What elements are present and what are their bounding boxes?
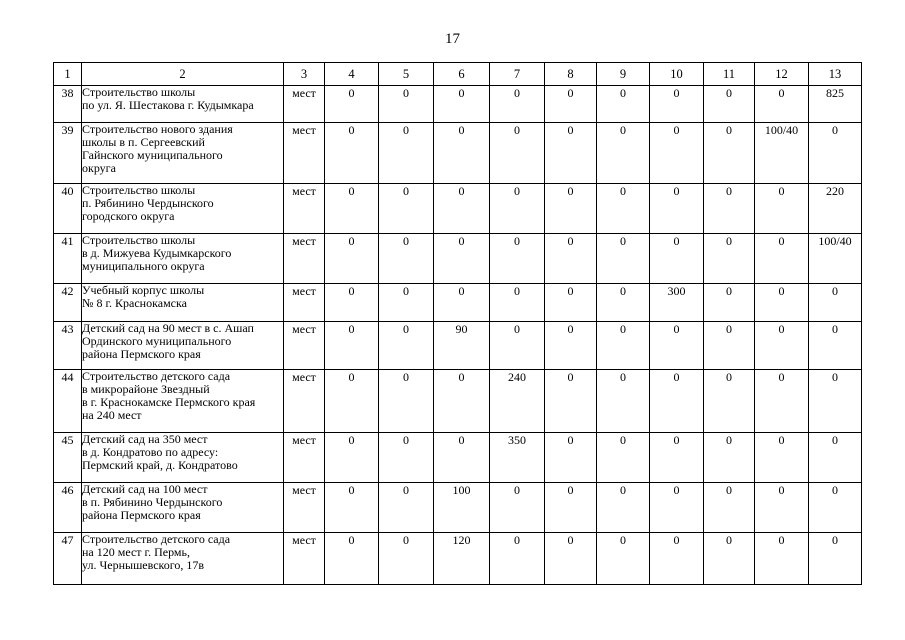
value-cell: 350 <box>490 433 545 483</box>
header-row <box>54 63 862 86</box>
object-name <box>82 86 284 123</box>
value-cell: 0 <box>434 234 490 284</box>
object-name-line: Детский сад на 350 мест <box>82 432 208 446</box>
value-cell: 0 <box>809 533 862 585</box>
value-cell: 0 <box>379 123 434 184</box>
table-row <box>54 483 862 533</box>
value-cell: 0 <box>755 433 809 483</box>
value-cell: 0 <box>490 234 545 284</box>
object-name-line: в микрорайоне Звездный <box>82 382 210 396</box>
value-cell: 0 <box>704 483 755 533</box>
value-cell: 0 <box>755 184 809 234</box>
row-number: 38 <box>54 86 82 123</box>
table-header <box>54 63 862 86</box>
value-cell: 0 <box>434 86 490 123</box>
page-number: 17 <box>445 31 460 47</box>
unit-cell: мест <box>284 184 325 234</box>
value-cell: 0 <box>434 370 490 433</box>
value-cell: 100/40 <box>755 123 809 184</box>
object-name-line: п. Рябинино Чердынского <box>82 196 214 210</box>
value-cell: 0 <box>434 433 490 483</box>
value-cell: 0 <box>597 533 650 585</box>
object-name-line: Пермский край, д. Кондратово <box>82 458 238 472</box>
value-cell: 0 <box>434 184 490 234</box>
data-table <box>53 62 862 585</box>
object-name-line: Детский сад на 90 мест в с. Ашап <box>82 321 254 335</box>
value-cell: 0 <box>597 123 650 184</box>
value-cell: 0 <box>809 370 862 433</box>
table-row <box>54 234 862 284</box>
value-cell: 0 <box>650 483 704 533</box>
column-header-10: 10 <box>650 63 704 86</box>
value-cell: 0 <box>545 533 597 585</box>
value-cell: 0 <box>704 86 755 123</box>
value-cell: 0 <box>704 234 755 284</box>
object-name-line: Строительство детского сада <box>82 532 231 546</box>
value-cell: 0 <box>597 433 650 483</box>
value-cell: 0 <box>325 284 379 322</box>
value-cell: 0 <box>650 533 704 585</box>
value-cell: 0 <box>490 284 545 322</box>
column-header-11: 11 <box>704 63 755 86</box>
object-name <box>82 322 284 370</box>
value-cell: 0 <box>809 284 862 322</box>
object-name-line: Строительство нового здания <box>82 122 233 136</box>
object-name <box>82 533 284 585</box>
value-cell: 0 <box>490 322 545 370</box>
object-name-line: в д. Кондратово по адресу: <box>82 445 219 459</box>
value-cell: 0 <box>325 483 379 533</box>
table-row <box>54 184 862 234</box>
table-row <box>54 322 862 370</box>
value-cell: 0 <box>650 370 704 433</box>
value-cell: 0 <box>704 322 755 370</box>
row-number: 45 <box>54 433 82 483</box>
object-name <box>82 370 284 433</box>
table-body <box>54 86 862 585</box>
value-cell: 0 <box>325 433 379 483</box>
value-cell: 0 <box>545 123 597 184</box>
object-name-line: Учебный корпус школы <box>82 283 205 297</box>
value-cell: 0 <box>704 184 755 234</box>
value-cell: 0 <box>650 234 704 284</box>
value-cell: 825 <box>809 86 862 123</box>
value-cell: 300 <box>650 284 704 322</box>
object-name-line: Строительство школы <box>82 85 196 99</box>
unit-cell: мест <box>284 234 325 284</box>
object-name <box>82 433 284 483</box>
value-cell: 0 <box>325 123 379 184</box>
unit-cell: мест <box>284 533 325 585</box>
table-row <box>54 370 862 433</box>
value-cell: 0 <box>650 86 704 123</box>
value-cell: 0 <box>379 433 434 483</box>
value-cell: 0 <box>434 284 490 322</box>
value-cell: 0 <box>325 370 379 433</box>
row-number: 47 <box>54 533 82 585</box>
object-name <box>82 483 284 533</box>
object-name-line: на 120 мест г. Пермь, <box>82 545 190 559</box>
value-cell: 0 <box>325 86 379 123</box>
value-cell: 0 <box>545 184 597 234</box>
value-cell: 240 <box>490 370 545 433</box>
value-cell: 0 <box>755 86 809 123</box>
object-name-line: Строительство школы <box>82 233 196 247</box>
value-cell: 0 <box>379 284 434 322</box>
column-header-4: 4 <box>325 63 379 86</box>
object-name-line: Гайнского муниципального <box>82 148 223 162</box>
row-number: 46 <box>54 483 82 533</box>
value-cell: 0 <box>650 184 704 234</box>
value-cell: 0 <box>704 284 755 322</box>
column-header-9: 9 <box>597 63 650 86</box>
object-name-line: школы в п. Сергеевский <box>82 135 205 149</box>
row-number: 44 <box>54 370 82 433</box>
column-header-8: 8 <box>545 63 597 86</box>
value-cell: 0 <box>490 533 545 585</box>
object-name <box>82 123 284 184</box>
unit-cell: мест <box>284 284 325 322</box>
value-cell: 0 <box>755 234 809 284</box>
value-cell: 0 <box>755 322 809 370</box>
value-cell: 0 <box>325 322 379 370</box>
column-header-3: 3 <box>284 63 325 86</box>
value-cell: 0 <box>809 483 862 533</box>
object-name-line: в д. Мижуева Кудымкарского <box>82 246 232 260</box>
value-cell: 0 <box>434 123 490 184</box>
object-name-line: городского округа <box>82 209 175 223</box>
unit-cell: мест <box>284 86 325 123</box>
column-header-13: 13 <box>809 63 862 86</box>
object-name <box>82 234 284 284</box>
object-name-line: Ординского муниципального <box>82 334 232 348</box>
column-header-6: 6 <box>434 63 490 86</box>
column-header-7: 7 <box>490 63 545 86</box>
value-cell: 0 <box>545 370 597 433</box>
object-name-line: Строительство школы <box>82 183 196 197</box>
value-cell: 0 <box>755 370 809 433</box>
column-header-2: 2 <box>82 63 284 86</box>
value-cell: 0 <box>809 322 862 370</box>
unit-cell: мест <box>284 123 325 184</box>
unit-cell: мест <box>284 433 325 483</box>
value-cell: 0 <box>490 86 545 123</box>
value-cell: 0 <box>704 370 755 433</box>
value-cell: 0 <box>325 184 379 234</box>
value-cell: 0 <box>379 483 434 533</box>
object-name <box>82 284 284 322</box>
value-cell: 0 <box>704 123 755 184</box>
object-name-line: ул. Чернышевского, 17в <box>82 558 205 572</box>
unit-cell: мест <box>284 322 325 370</box>
table-row <box>54 123 862 184</box>
value-cell: 0 <box>490 483 545 533</box>
unit-cell: мест <box>284 483 325 533</box>
table-row <box>54 533 862 585</box>
value-cell: 220 <box>809 184 862 234</box>
value-cell: 0 <box>490 123 545 184</box>
value-cell: 0 <box>379 234 434 284</box>
value-cell: 0 <box>597 370 650 433</box>
object-name-line: округа <box>82 161 116 175</box>
value-cell: 0 <box>755 533 809 585</box>
value-cell: 0 <box>809 433 862 483</box>
object-name <box>82 184 284 234</box>
unit-cell: мест <box>284 370 325 433</box>
value-cell: 0 <box>650 322 704 370</box>
value-cell: 100/40 <box>809 234 862 284</box>
table-row <box>54 86 862 123</box>
row-number: 43 <box>54 322 82 370</box>
object-name-line: по ул. Я. Шестакова г. Кудымкара <box>82 98 254 112</box>
value-cell: 0 <box>545 322 597 370</box>
value-cell: 0 <box>545 433 597 483</box>
value-cell: 90 <box>434 322 490 370</box>
value-cell: 0 <box>809 123 862 184</box>
row-number: 41 <box>54 234 82 284</box>
object-name-line: Детский сад на 100 мест <box>82 482 208 496</box>
object-name-line: муниципального округа <box>82 259 205 273</box>
value-cell: 0 <box>379 322 434 370</box>
table-row <box>54 284 862 322</box>
value-cell: 0 <box>755 284 809 322</box>
object-name-line: № 8 г. Краснокамска <box>82 296 187 310</box>
object-name-line: района Пермского края <box>82 347 201 361</box>
row-number: 40 <box>54 184 82 234</box>
row-number: 42 <box>54 284 82 322</box>
value-cell: 100 <box>434 483 490 533</box>
value-cell: 0 <box>379 86 434 123</box>
value-cell: 0 <box>597 322 650 370</box>
object-name-line: на 240 мест <box>82 408 142 422</box>
value-cell: 0 <box>545 284 597 322</box>
value-cell: 0 <box>597 86 650 123</box>
value-cell: 0 <box>545 234 597 284</box>
column-header-12: 12 <box>755 63 809 86</box>
object-name-line: в п. Рябинино Чердынского <box>82 495 223 509</box>
value-cell: 0 <box>597 234 650 284</box>
value-cell: 0 <box>650 123 704 184</box>
object-name-line: района Пермского края <box>82 508 201 522</box>
object-name-line: Строительство детского сада <box>82 369 231 383</box>
value-cell: 120 <box>434 533 490 585</box>
value-cell: 0 <box>597 184 650 234</box>
value-cell: 0 <box>597 284 650 322</box>
value-cell: 0 <box>755 483 809 533</box>
value-cell: 0 <box>704 533 755 585</box>
value-cell: 0 <box>597 483 650 533</box>
value-cell: 0 <box>545 483 597 533</box>
value-cell: 0 <box>379 370 434 433</box>
value-cell: 0 <box>490 184 545 234</box>
column-header-1: 1 <box>54 63 82 86</box>
value-cell: 0 <box>379 184 434 234</box>
row-number: 39 <box>54 123 82 184</box>
value-cell: 0 <box>545 86 597 123</box>
column-header-5: 5 <box>379 63 434 86</box>
value-cell: 0 <box>325 533 379 585</box>
value-cell: 0 <box>650 433 704 483</box>
value-cell: 0 <box>704 433 755 483</box>
object-name-line: в г. Краснокамске Пермского края <box>82 395 256 409</box>
value-cell: 0 <box>379 533 434 585</box>
value-cell: 0 <box>325 234 379 284</box>
table-row <box>54 433 862 483</box>
